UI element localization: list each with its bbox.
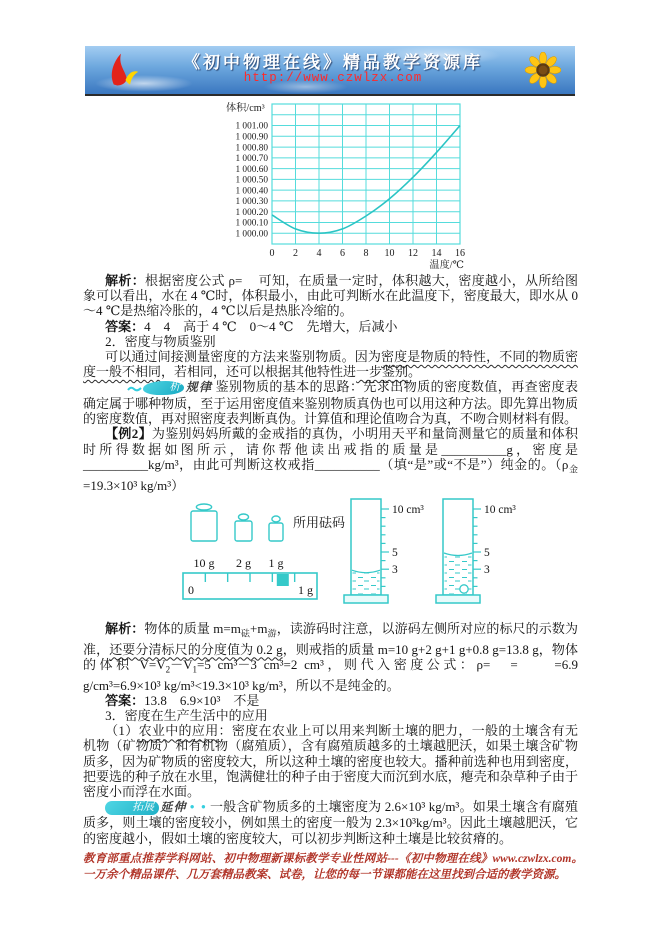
analysis2-text-2: +m [250,620,268,636]
cylinder-base [436,595,480,603]
rho-gold-subscript: 金 [568,464,578,475]
water-fill [353,571,380,593]
weight-knob [196,504,211,510]
weight-body [235,521,252,541]
y-tick-label: 1 000.50 [235,175,268,186]
x-tick-label: 10 [384,248,395,259]
cylinder-scale-label: 3 [392,564,398,577]
cylinder-scale-top-label: 10 cm³ [392,503,424,516]
x-tick-label: 8 [363,248,369,259]
site-url-link[interactable]: http://www.czwlzx.com [243,71,423,86]
mass-rider-subscript: 游 [267,628,277,639]
gold-ring [460,585,468,593]
site-banner [85,46,575,96]
x-tick-label: 14 [431,248,442,259]
extension-paragraph [83,799,578,846]
y-tick-label: 1 000.60 [235,164,268,175]
sec3-emphasis: 农业中的应用 [138,723,219,739]
cylinder-scale-top-label: 10 cm³ [484,503,516,516]
y-tick-label: 1 000.20 [235,207,268,218]
cylinder-scale-label: 3 [484,564,490,577]
volume2-subscript: 2 [165,664,171,675]
sec2-intro-paragraph [83,349,578,379]
cylinder-scale-label: 5 [392,546,398,559]
y-axis-title: 体积/cm³ [226,103,265,114]
cylinder-base [344,595,388,603]
extension-text: 一般含矿物质多的土壤密度为 2.6×10³ kg/m³。如果土壤含有腐殖质多，则土壤的密度较小，例如黑土的密度一般为 2.3×10³kg/m³。因此土壤越肥沃，它的密度越小，假如土壤的密度较大，可以初步判断这种土壤是比较贫瘠的。 [83,799,578,846]
rule-badge-label: 规律 [185,380,213,395]
answer2-text: 13.8 6.9×10³ 不是 [144,692,260,708]
banner-text [141,54,525,86]
mass-weights-subscript: 砝 [240,628,251,639]
x-tick-label: 12 [408,248,418,259]
rider-marker [277,574,289,586]
y-tick-label: 1 000.40 [235,186,268,197]
example2-text-2: =19.3×10³ kg/m³） [83,477,185,493]
weight-label: 1 g [268,555,284,570]
analysis2-paragraph [83,621,578,693]
scale-max-label: 1 g [298,582,313,597]
measurement-figure [175,495,578,619]
analysis1-label: 解析： [105,273,146,288]
answer1-paragraph [83,319,578,334]
analysis2-text-4: ，则戒指的质量 m=10 g+2 g+1 g+0.8 g=13.8 g，物体的体积 V=V [83,641,578,672]
analysis2-text-1: 物体的质量 m=m [144,620,241,636]
weight-body [269,523,283,541]
analysis1-paragraph [83,273,578,319]
analysis1-text-1: 根据密度公式 ρ= [145,273,243,288]
analysis2-text-5: －V [170,656,193,672]
document-content [83,96,578,846]
extension-badge-icon: 拓展 [105,801,159,815]
swoosh-icon [105,381,142,396]
y-tick-label: 1 000.90 [235,132,268,143]
x-axis-title: 温度/℃ [429,260,464,270]
example2-paragraph [83,426,578,492]
sec3-paragraph [83,723,578,799]
sec3-post: ：密度在农业上可以用来判断土壤的肥力，一般的土壤含有无机物（矿物质）和有机物（腐殖质），含有腐殖质越多的土壤越肥沃，如果土壤含矿物质多，因为矿物质的密度较大，所以这种土壤的密度也较大。播种前选种也用到密度，把要选的种子放在水里，饱满健壮的种子由于密度大而沉到水底，瘪壳和杂草种子由于密度小而浮在水面。 [83,723,578,800]
x-tick-label: 4 [316,248,322,259]
volume1-subscript: 1 [192,664,197,675]
answer1-text: 4 4 高于 4 ℃ 0～4 ℃ 先增大，后减小 [144,318,398,334]
sec2-intro-mid: ，若相同，还可以根据其他特性进 [161,364,357,380]
weight-label: 10 g [193,555,215,570]
water-volume-temperature-chart [218,98,466,270]
y-tick-label: 1 000.70 [235,154,268,165]
site-footer-text: 教育部重点推荐学科网站、初中物理新课标教学专业性网站---《初中物理在线》www.czwlzx.com。一万余个精品课件、几万套精品教案、试卷，让您的每一节课都能在这里找到合适的教学资源。 [83,853,583,881]
y-tick-label: 1 000.30 [235,197,268,208]
sec3-pre: （1） [105,723,139,739]
analysis2-label: 解析： [105,620,145,636]
rule-note-paragraph [83,379,578,426]
y-tick-label: 1 000.10 [235,218,268,229]
site-logo-icon [101,50,141,90]
x-tick-label: 2 [293,248,298,259]
weight-knob [239,514,249,520]
y-tick-label: 1 000.00 [235,229,268,240]
extension-badge-dots: ● ● [189,802,208,812]
sec2-intro-pre: 可以通过间接测量密度的方法来鉴别物质。因为 [105,349,382,365]
extension-badge-label: 延伸 [160,800,187,815]
x-tick-label: 16 [455,248,465,259]
y-tick-label: 1 000.80 [235,143,268,154]
site-title: 《初中物理在线》精品教学资源库 [183,52,483,72]
sec2-intro-emphasis-2: 一步鉴别 [356,364,409,380]
analysis1-text-2: 可知，在质量一定时，体积越大，密度越小，从所给图象可以看出，水在 4 ℃时，体积最小，由此可判断水在此温度下，密度最大，即水从 0～4 ℃是热缩冷胀的，4 ℃以后是热胀冷缩的。 [83,273,578,319]
x-tick-label: 6 [340,248,345,259]
weight-label: 2 g [236,555,251,570]
example2-label: 【例2】 [105,426,152,442]
analysis2-emphasis: 还要分清标尺的分度值为 0.2 g [109,641,283,657]
rule-text: 鉴别物质的基本的思路：先求出物质的密度数值，再查密度表确定属于哪种物质，至于运用密度值来鉴别物质真伪也可以用这种方法。即先算出物质的密度数值，再对照密度表判断真伪。计算值和理论值吻合为真，不吻合则材料有假。 [83,379,578,427]
answer1-label: 答案： [105,318,145,334]
scale-min-label: 0 [188,582,194,597]
cylinder-scale-label: 5 [484,546,490,559]
heading-density-identification: 2．密度与物质鉴别 [105,333,216,349]
analysis2-text-3: ，读游码时注意，以游码左侧所对应的标尺的示数为准， [83,620,578,657]
example2-text-1: 为鉴别妈妈所戴的金戒指的真伪，小明用天平和量筒测量它的质量和体积时所得数据如图所示，请你帮他读出戒指的质量是__________g，密度是__________kg/m³，由此可判断这枚戒指__________（填“是”或“不是”）纯金的。（ρ [83,426,578,472]
sec2-intro-post: 。 [408,364,422,380]
x-tick-label: 0 [269,248,275,259]
sunflower-icon [525,52,561,88]
weights-caption: 所用砝码 [293,514,346,530]
rule-badge-icon: 析 [143,381,184,395]
weight-knob [272,516,280,522]
answer2-label: 答案： [105,692,145,708]
y-tick-label: 1 001.00 [235,121,268,132]
weight-body [191,511,217,541]
balance-and-cylinders-figure [175,495,527,617]
answer2-paragraph [83,693,578,708]
heading-density-applications: 3．密度在生产生活中的应用 [105,708,268,724]
sec2-intro-emphasis-1: 密度是物质的特性，不同的物质密度一般不相同 [83,349,578,380]
analysis2-text-6: =5 cm³－3 cm³=2 cm³，则代入密度公式：ρ= = =6.9 g/cm³=6.9×10³ kg/m³<19.3×10³ kg/m³，所以不是纯金的。 [83,656,579,693]
